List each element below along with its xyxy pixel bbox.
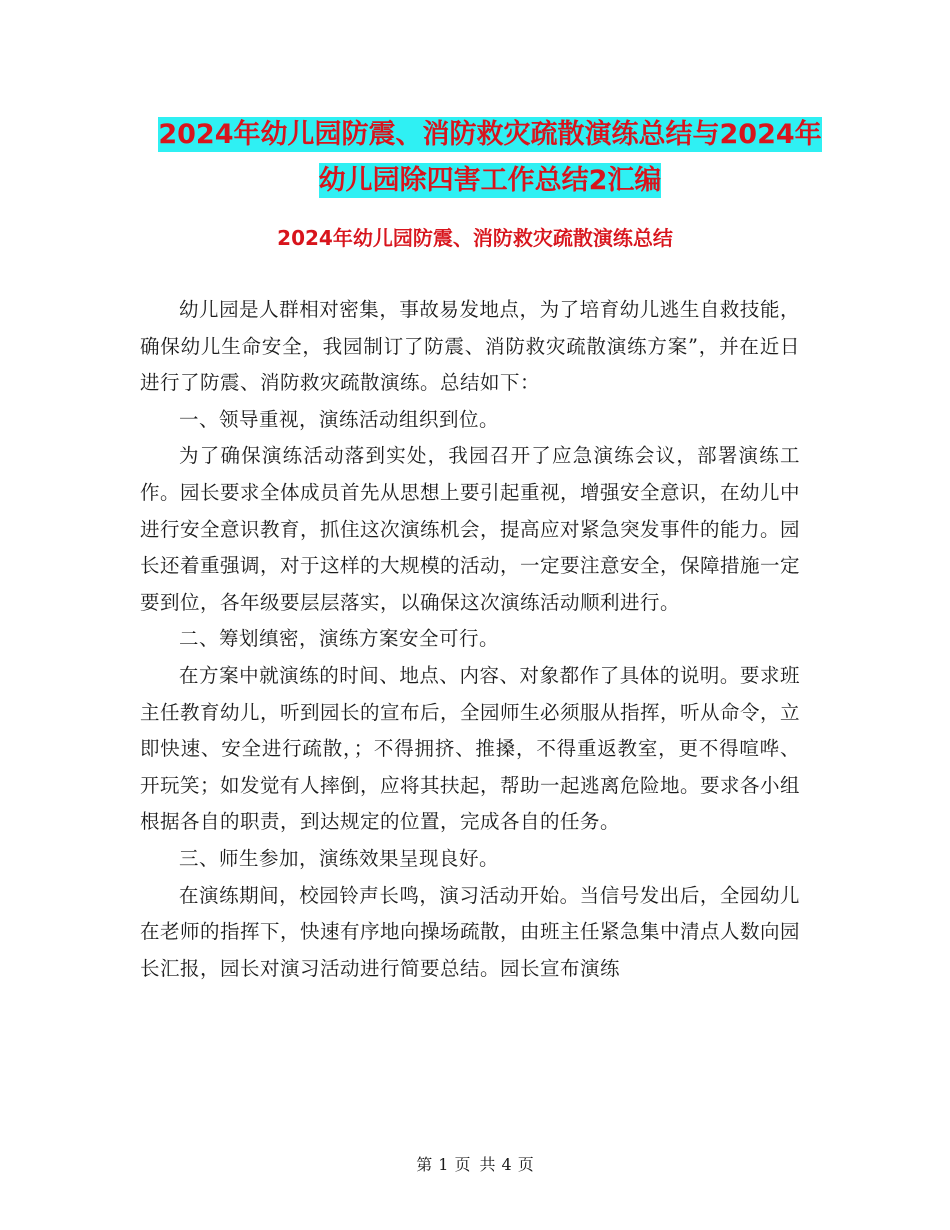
section-title: 2024年幼儿园防震、消防救灾疏散演练总结 — [277, 226, 673, 250]
document-title-line-1: 2024年幼儿园防震、消防救灾疏散演练总结与2024年 — [158, 119, 822, 150]
paragraph-heading-1: 一、领导重视，演练活动组织到位。 — [179, 407, 500, 431]
footer-page-number: 1 — [438, 1155, 449, 1174]
document-title-line-2: 幼儿园除四害工作总结2汇编 — [318, 165, 662, 196]
document-title — [140, 112, 840, 204]
paragraph-heading-2: 二、筹划缜密，演练方案安全可行。 — [179, 627, 500, 651]
footer-total-pages: 4 — [501, 1155, 512, 1174]
paragraph-body-3: 在演练期间，校园铃声长鸣，演习活动开始。当信号发出后，全园幼儿在老师的指挥下，快速有序地向操场疏散，由班主任紧急集中清点人数向园长汇报，园长对演习活动进行简要总结。园长宣布演练 — [140, 883, 801, 980]
paragraph-heading-3: 三、师生参加，演练效果呈现良好。 — [179, 846, 500, 870]
footer-middle: 页 共 — [454, 1155, 496, 1174]
page-footer — [0, 1152, 950, 1175]
footer-prefix: 第 — [416, 1155, 433, 1174]
footer-suffix: 页 — [517, 1155, 534, 1174]
paragraph-body-2: 在方案中就演练的时间、地点、内容、对象都作了具体的说明。要求班主任教育幼儿，听到园长的宣布后，全园师生必须服从指挥，听从命令，立即快速、安全进行疏散，；不得拥挤、推搡，不得重返教室，更不得喧哗、开玩笑；如发觉有人摔倒，应将其扶起，帮助一起逃离危险地。要求各小组根据各自的职责，到达规定的位置，完成各自的任务。 — [140, 663, 801, 834]
paragraph-intro: 幼儿园是人群相对密集，事故易发地点，为了培育幼儿逃生自救技能，确保幼儿生命安全，我园制订了防震、消防救灾疏散演练方案”，并在近日进行了防震、消防救灾疏散演练。总结如下： — [140, 298, 800, 395]
document-body — [140, 292, 800, 987]
paragraph-body-1: 为了确保演练活动落到实处，我园召开了应急演练会议，部署演练工作。园长要求全体成员首先从思想上要引起重视，增强安全意识，在幼儿中进行安全意识教育，抓住这次演练机会，提高应对紧急突发事件的能力。园长还着重强调，对于这样的大规模的活动，一定要注意安全，保障措施一定要到位，各年级要层层落实，以确保这次演练活动顺利进行。 — [140, 444, 801, 614]
